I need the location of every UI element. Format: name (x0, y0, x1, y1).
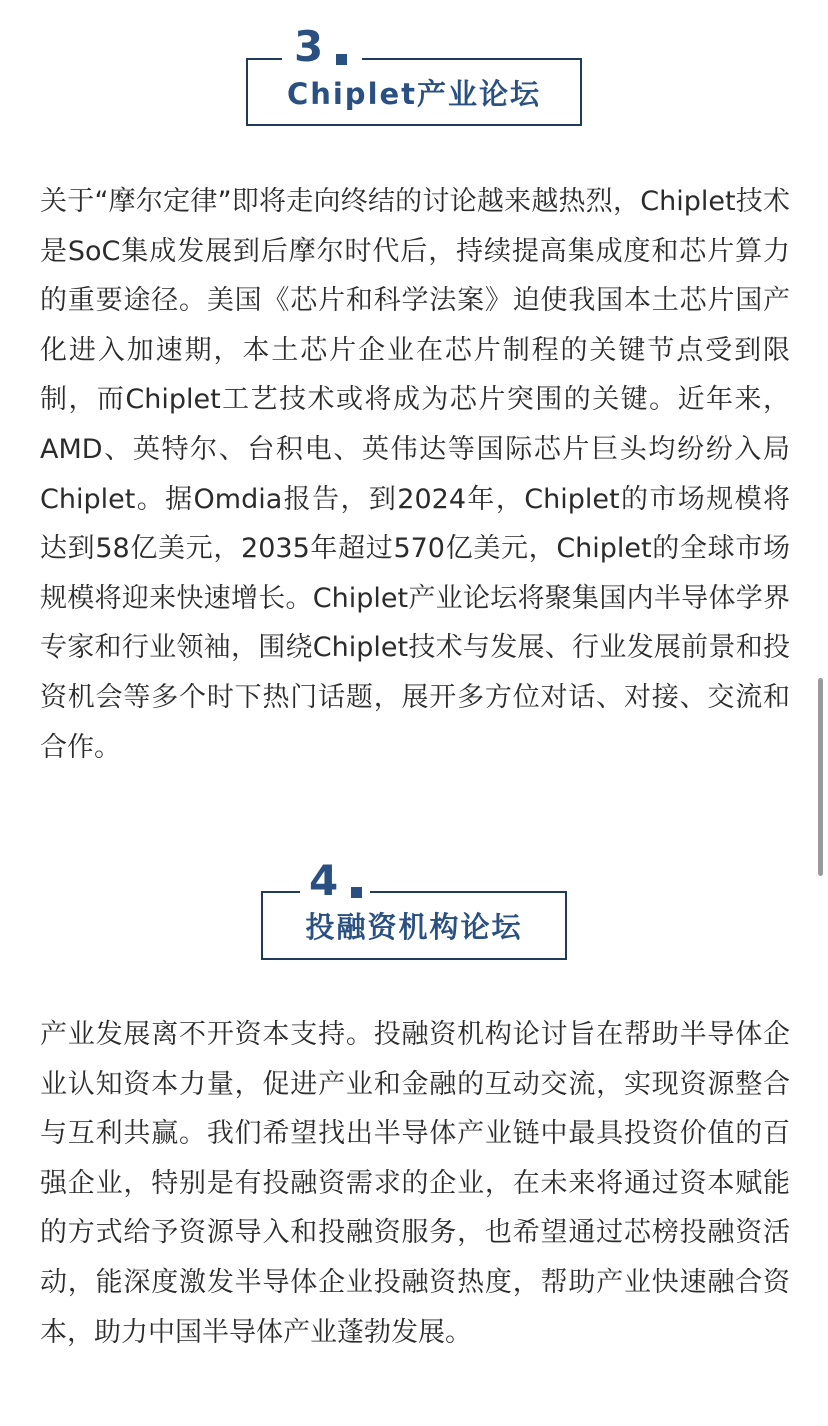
section-number: 4 (309, 856, 339, 905)
section-number: 3 (294, 22, 324, 71)
section-title: Chiplet产业论坛 (286, 76, 542, 111)
section-title-frame (261, 891, 567, 960)
section-3-heading (0, 22, 828, 132)
section-4-paragraph: 产业发展离不开资本支持。投融资机构论讨旨在帮助半导体企业认知资本力量，促进产业和金融的互动交流，实现资源整合与互利共赢。我们希望找出半导体产业链中最具投资价值的百强企业，特别是有投融资需求的企业，在未来将通过资本赋能的方式给予资源导入和投融资服务，也希望通过芯榜投融资活动，能深度激发半导体企业投融资热度，帮助产业快速融合资本，助力中国半导体产业蓬勃发展。 (40, 1019, 790, 1348)
section-3-paragraph: 关于“摩尔定律”即将走向终结的讨论越来越热烈，Chiplet技术是SoC集成发展到后摩尔时代后，持续提高集成度和芯片算力的重要途径。美国《芯片和科学法案》迫使我国本土芯片国产化进入加速期，本土芯片企业在芯片制程的关键节点受到限制，而Chiplet工艺技术或将成为芯片突围的关键。近年来，AMD、英特尔、台积电、英伟达等国际芯片巨头均纷纷入局Chiplet。据Omdia报告，到2024年，Chiplet的市场规模将达到58亿美元，2035年超过570亿美元，Chiplet的全球市场规模将迎来快速增长。Chiplet产业论坛将聚集国内半导体学界专家和行业领袖，围绕Chiplet技术与发展、行业发展前景和投资机会等多个时下热门话题，展开多方位对话、对接、交流和合作。 (40, 186, 790, 763)
section-4-heading (0, 852, 828, 964)
section-title: 投融资机构论坛 (305, 910, 523, 944)
square-bullet-icon (336, 54, 347, 65)
square-bullet-icon (351, 887, 362, 898)
scrollbar-thumb[interactable] (818, 678, 823, 876)
